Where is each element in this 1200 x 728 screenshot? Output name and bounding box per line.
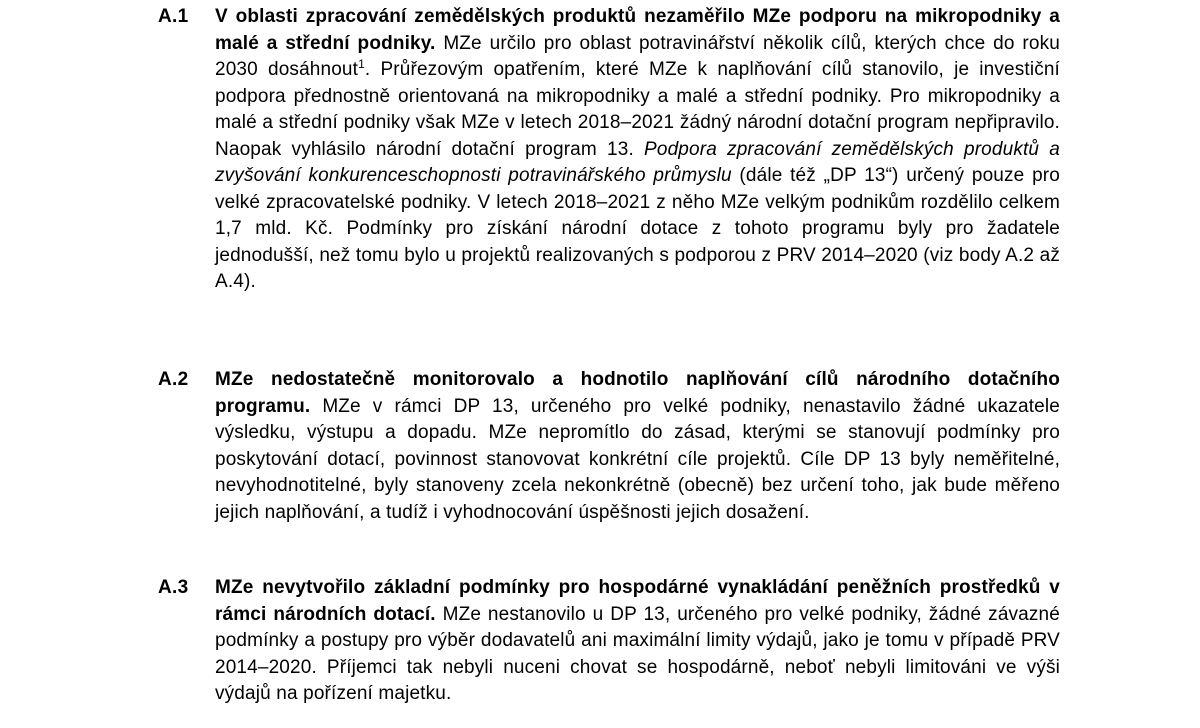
item-text: MZe nestanovilo u DP 13, určeného pro velké podniky, žádné závazné podmínky a postupy pro výběr dodavatelů ani maximální limity výdajů, jako je tomu v případě PRV 2014–2020. Příjemci tak nebyli nuceni chovat se hospodárně, neboť nebyli limitováni ve výši výdajů na pořízení majetku. <box>215 603 1060 704</box>
item-text: MZe určilo pro oblast potravinářství několik cílů, kterých chce do roku 2030 dosáhnout <box>215 32 1060 80</box>
item-body <box>215 367 1060 526</box>
item-text: (dále též „DP 13“) určený pouze pro velké zpracovatelské podniky. V letech 2018–2021 z něho MZe velkým podnikům rozdělilo celkem 1,7 mld. Kč. Podmínky pro získání národní dotace z tohoto programu byly pro žadatele jednodušší, než tomu bylo u projektů realizovaných s podporou z PRV 2014–2020 (viz body A.2 až A.4). <box>215 165 1060 292</box>
finding-a2 <box>148 367 1060 526</box>
item-heading: MZe nevytvořilo základní podmínky pro hospodárné vynakládání peněžních prostředků v rámci národních dotací. <box>215 577 1060 625</box>
item-text: . Průřezovým opatřením, které MZe k naplňování cílů stanovilo, je investiční podpora přednostně orientovaná na mikropodniky a malé a střední podniky. Pro mikropodniky a malé a střední podniky však MZe v letech 2018–2021 žádný národní dotační program nepřipravilo. Naopak vyhlásilo národní dotační program 13. <box>215 59 1060 160</box>
item-label: A.3 <box>158 577 189 598</box>
item-label: A.2 <box>158 369 189 390</box>
finding-a1 <box>148 4 1060 296</box>
finding-a3 <box>148 575 1060 708</box>
program-title: Podpora zpracování zemědělských produktů a zvyšování konkurenceschopnosti potravinářského průmyslu <box>215 138 1060 186</box>
item-label: A.1 <box>158 6 189 27</box>
item-heading: V oblasti zpracování zemědělských produktů nezaměřilo MZe podporu na mikropodniky a malé a střední podniky. <box>215 6 1060 54</box>
item-text: MZe v rámci DP 13, určeného pro velké podniky, nenastavilo žádné ukazatele výsledku, výstupu a dopadu. MZe nepromítlo do zásad, kterými se stanovují podmínky pro poskytování dotací, povinnost stanovovat konkrétní cíle projektů. Cíle DP 13 byly neměřitelné, nevyhodnotitelné, byly stanoveny zcela nekonkrétně (obecně) bez určení toho, jak bude měřeno jejich naplňování, a tudíž i vyhodnocování úspěšnosti jejich dosažení. <box>215 395 1060 523</box>
item-body <box>215 575 1060 708</box>
footnote-ref[interactable]: 1 <box>358 57 365 71</box>
item-body <box>215 4 1060 296</box>
item-heading: MZe nedostatečně monitorovalo a hodnotilo naplňování cílů národního dotačního programu. <box>215 369 1060 417</box>
